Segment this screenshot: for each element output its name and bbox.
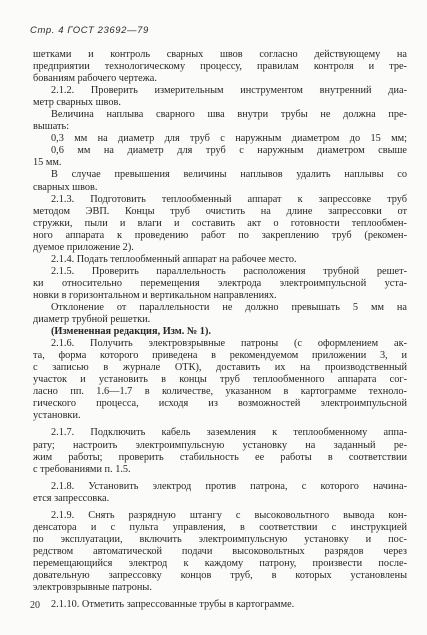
text-line: новки в горизонтальном и вертикальном направлениях. [33,289,277,301]
text-line: 0,6 мм на диаметр для труб с наружным диаметром свыше [51,145,407,157]
text-line: методом ЭВП. Концы труб очистить на длине запрессовки от [33,205,407,217]
text-line: дуемое приложение 2). [33,241,134,253]
text-line: Отклонение от параллельности не должно превышать 5 мм на [51,301,407,313]
document-body [33,49,407,611]
text-line: сварных швов. [33,181,98,193]
text-line: вышать: [33,121,70,133]
text-line: электровзрывные патроны. [33,582,152,594]
text-line: та, форма которого приведена в рекомендуемом приложении 3, и [33,350,407,362]
text-line: по эксплуатации, включить электроимпульсную установку и пос- [33,533,407,545]
page-header: Стр. 4 ГОСТ 23692—79 [30,25,149,36]
text-line: установки. [33,410,81,422]
text-line: 0,3 мм на диаметр для труб с наружным диаметром до 15 мм; [51,133,407,145]
text-line: с записью в журнале ОТК), доставить их на производственный [33,362,407,374]
text-line: шетками и контроль сварных швов согласно действующему на [33,49,407,60]
text-line: денсатора и с пульта управления, в соответствии с инструкцией [33,521,407,533]
text-line: жим работы; проверить стабильность ее работы в соответствии [33,451,407,463]
text-line: ного аппарата к проведению работ по закреплению труб (рекомен- [33,229,407,241]
text-line: (Измененная редакция, Изм. № 1). [51,326,211,338]
text-line: 2.1.7. Подключить кабель заземления к теплообменному аппа- [51,427,407,439]
text-line: гического процесса, исходя из возможностей электроимпульсной [33,398,407,410]
text-line: ется запрессовка. [33,492,110,504]
text-line: стружки, пыли и влаги и составить акт о готовности теплообмен- [33,217,407,229]
text-line: 2.1.8. Установить электрод против патрона, с которого начина- [51,480,407,492]
page-number: 20 [30,600,40,611]
text-line: 2.1.9. Снять разрядную штангу с высоковольтного вывода кон- [51,509,407,521]
text-line: участок и установить в концы труб теплообменного аппарата сог- [33,374,407,386]
text-line: 2.1.2. Проверить измерительным инструментом внутренний диа- [51,85,407,97]
text-line: с требованиями п. 1.5. [33,463,131,475]
text-line: предприятии технологическому процессу, правилам контроля и тре- [33,61,407,73]
text-line: ки относительно перемещения электрода электроимпульсной уста- [33,277,407,289]
text-line: 2.1.10. Отметить запрессованные трубы в картограмме. [51,599,295,611]
text-line: рату; настроить электроимпульсную установку на заданный ре- [33,439,407,451]
text-line: ласно пп. 1.6—1.7 в количестве, указанном в картограмме техноло- [33,386,407,398]
text-line: редством автоматической подачи высоковольтных разрядов через [33,545,407,557]
text-line: 2.1.6. Получить электровзрывные патроны (с оформлением ак- [51,338,407,350]
text-line: перемещающийся электрод к каждому патрону, произвести после- [33,557,407,569]
text-line: метр сварных швов. [33,97,121,109]
text-line: Величина наплыва сварного шва внутри трубы не должна пре- [51,109,407,121]
text-line: диаметр трубной решетки. [33,314,151,326]
text-line: довательную запрессовку концов труб, в которых установлены [33,569,407,581]
text-line: 2.1.3. Подготовить теплообменный аппарат к запрессовке труб [51,193,407,205]
text-line: 15 мм. [33,157,62,169]
text-line: 2.1.4. Подать теплообменный аппарат на рабочее место. [51,253,297,265]
text-line: В случае превышения величины наплывов удалить наплывы со [51,169,407,181]
text-line: бованиям рабочего чертежа. [33,73,157,85]
text-line: 2.1.5. Проверить параллельность расположения трубной решет- [51,265,407,277]
